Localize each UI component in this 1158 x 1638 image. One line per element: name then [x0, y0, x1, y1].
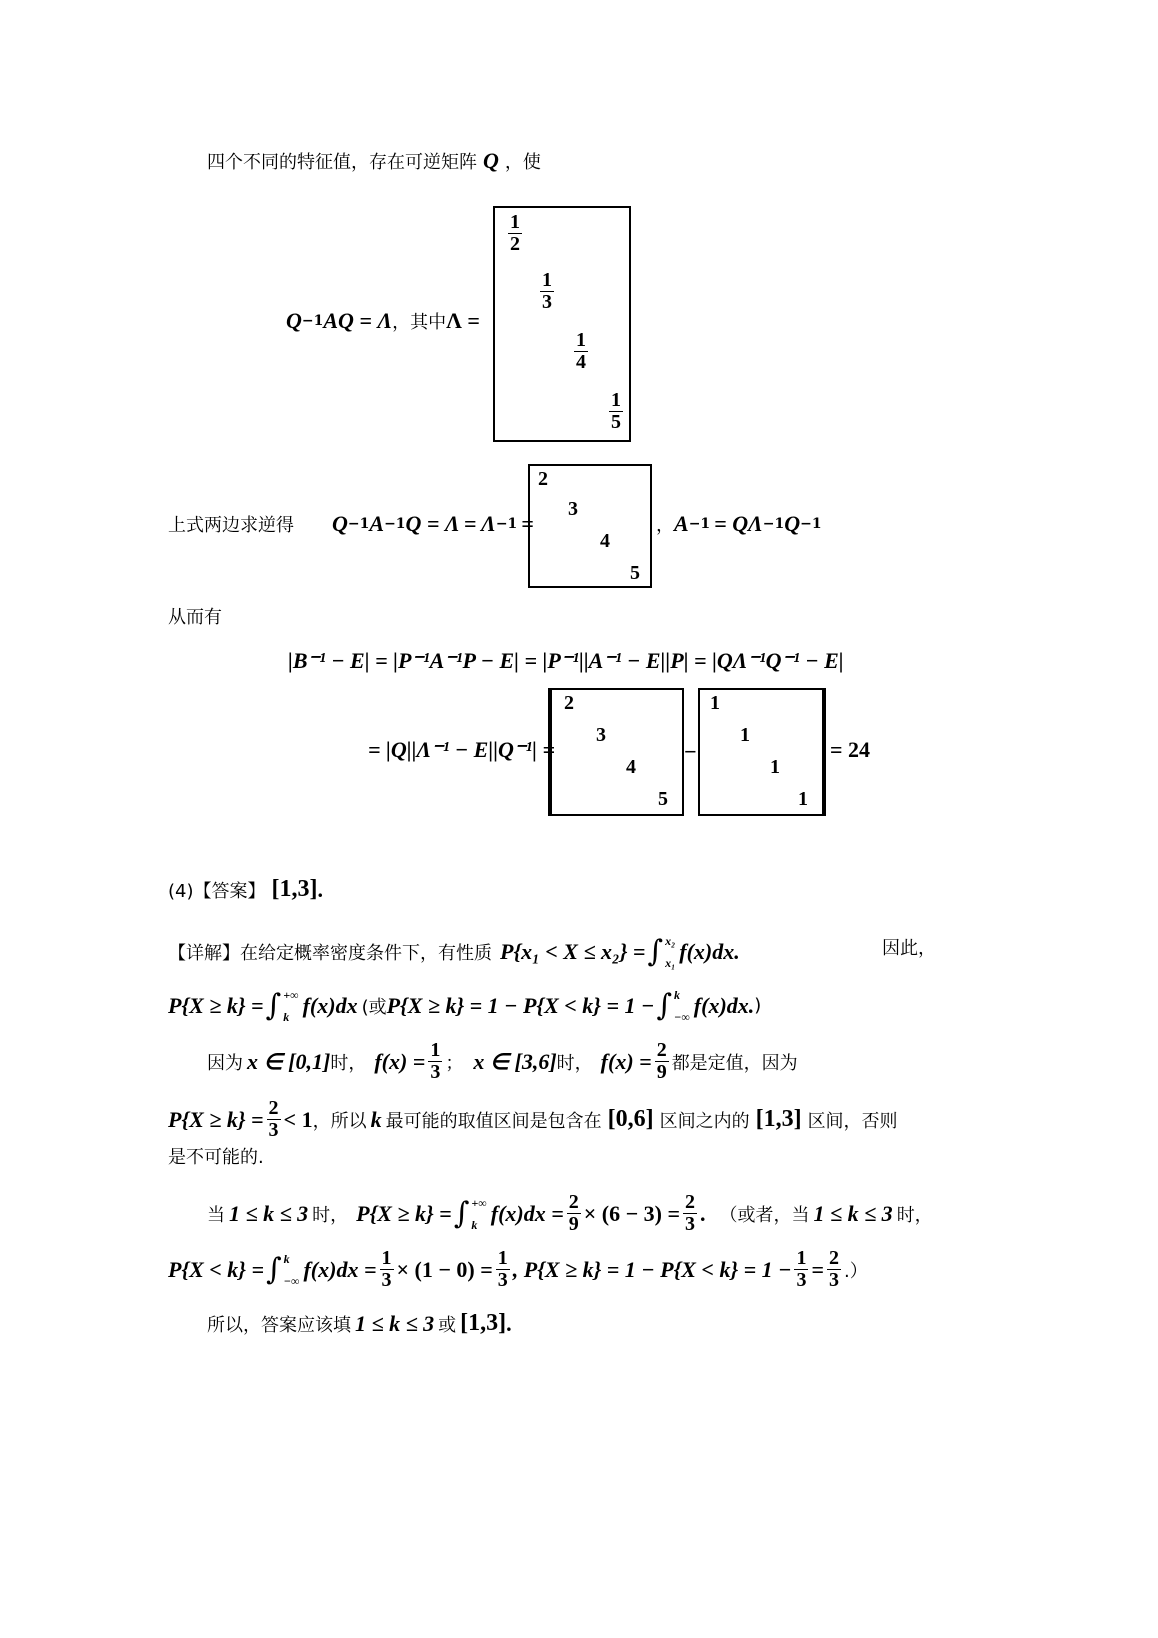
- integral-sign: ∫: [266, 1252, 282, 1287]
- l2b: f(x)dx: [302, 992, 358, 1018]
- l7c-num: 1: [381, 1247, 392, 1269]
- l2d: P{X ≥ k} = 1 − P{X < k} = 1 −: [386, 992, 655, 1018]
- l4j: 区间，否则: [807, 1110, 898, 1132]
- intro-text: 四个不同的特征值，存在可逆矩阵: [207, 152, 477, 173]
- detail-line-7: [168, 1248, 868, 1291]
- l3h: 时，: [556, 1052, 593, 1074]
- l3e-num: 1: [430, 1039, 441, 1061]
- detail-t2: 因此，: [882, 938, 936, 959]
- l6a: 当: [207, 1204, 225, 1226]
- l2e-lower: −∞: [673, 1009, 690, 1024]
- l7c-den: 3: [381, 1269, 392, 1291]
- eq2-r1: A: [674, 511, 689, 536]
- l3f: ；: [445, 1052, 464, 1074]
- det-line1: |B⁻¹ − E| = |P⁻¹A⁻¹P − E| = |P⁻¹||A⁻¹ − E||P| = |QΛ⁻¹Q⁻¹ − E|: [288, 648, 844, 673]
- lambda-44-num: 1: [611, 389, 621, 411]
- equation-inverse-tail: [656, 511, 822, 537]
- inverse-lambda-matrix: [528, 464, 652, 588]
- eq2-r2: = QΛ: [714, 511, 763, 536]
- f1-upper: x₂: [665, 933, 676, 948]
- l3k: 都是定值，因为: [671, 1052, 798, 1074]
- l2a: P{X ≥ k} =: [168, 992, 264, 1018]
- dm2-11: 1: [710, 692, 720, 714]
- l8a: 所以，答案应该填: [207, 1314, 351, 1336]
- l8b: 1 ≤ k ≤ 3: [355, 1310, 435, 1336]
- l2f: f(x)dx.: [693, 992, 755, 1018]
- l6-upper: +∞: [471, 1195, 487, 1210]
- lambda-11-den: 2: [510, 233, 520, 255]
- eq2-comma: ，: [656, 515, 674, 536]
- l7f: , P{X ≥ k} = 1 − P{X < k} = 1 −: [512, 1256, 792, 1282]
- detail-t1: 在给定概率密度条件下，有性质: [240, 942, 492, 964]
- l6b: 1 ≤ k ≤ 3: [229, 1200, 309, 1226]
- q4-answer-line: [168, 876, 323, 903]
- lambda-matrix: [493, 206, 631, 442]
- equation-inverse: [168, 511, 534, 537]
- eq2-rs3: −1: [800, 516, 822, 532]
- q4-answer: [1,3]: [271, 876, 318, 902]
- detail-line-4: [168, 1098, 898, 1141]
- detail-line-3: [207, 1040, 798, 1083]
- l3d: f(x) =: [374, 1048, 426, 1074]
- detail-line-1: [168, 934, 740, 969]
- inv-33: 4: [600, 530, 610, 552]
- l7a: P{X < k} =: [168, 1256, 265, 1282]
- f1-lower: x₁: [665, 955, 676, 970]
- l6k: 1 ≤ k ≤ 3: [813, 1200, 893, 1226]
- l6e: f(x)dx =: [490, 1200, 564, 1226]
- l4a: P{X ≥ k} =: [168, 1106, 264, 1132]
- eq1-sup: −1: [301, 313, 324, 329]
- lambda-11-num: 1: [510, 211, 520, 233]
- l7d: × (1 − 0) =: [396, 1256, 493, 1282]
- dm1-44: 5: [658, 788, 668, 810]
- eq2-eq: =: [521, 511, 534, 536]
- l3b: x ∈ [0,1]: [247, 1048, 331, 1074]
- l4h: 区间之内的: [659, 1110, 750, 1132]
- eq2-s2: −1: [384, 516, 406, 532]
- inv-22: 3: [568, 498, 578, 520]
- l2c: (或: [361, 996, 387, 1018]
- detail-f1b: f(x)dx.: [679, 938, 740, 964]
- l7e-num: 1: [497, 1247, 508, 1269]
- eq1-cn: ，其中: [392, 312, 447, 333]
- l2g: ): [754, 995, 762, 1016]
- l3g: x ∈ [3,6]: [473, 1048, 557, 1074]
- integral-sign: ∫: [453, 1196, 470, 1231]
- l3a: 因为: [207, 1052, 243, 1074]
- l6f-num: 2: [568, 1191, 579, 1213]
- l7i-den: 3: [829, 1269, 840, 1291]
- inv-44: 5: [630, 562, 640, 584]
- intro-tail: ，使: [504, 152, 541, 173]
- det-minus: [684, 739, 697, 765]
- integral-sign: ∫: [265, 988, 282, 1023]
- hence-text: 从而有: [168, 607, 222, 628]
- lambda-33-den: 4: [576, 351, 586, 373]
- l5: 是不可能的.: [168, 1147, 264, 1168]
- l8e: .: [506, 1310, 512, 1336]
- l7h: =: [811, 1256, 825, 1282]
- l3c: 时，: [330, 1052, 367, 1074]
- eq2-r3: Q: [784, 511, 801, 536]
- eq1-q: Q: [286, 308, 302, 333]
- detail-f1: P{x₁ < X ≤ x₂} =: [500, 938, 646, 964]
- l6d: P{X ≥ k} =: [356, 1200, 452, 1226]
- detail-line-8: [207, 1310, 512, 1337]
- q4-dot: .: [317, 876, 323, 902]
- l2-lower: k: [283, 1009, 290, 1024]
- eq2-s1: −1: [347, 516, 370, 532]
- l4d: ，所以: [312, 1110, 367, 1132]
- l4c: < 1: [283, 1106, 313, 1132]
- l4b-num: 2: [268, 1097, 279, 1119]
- l3j-num: 2: [656, 1039, 667, 1061]
- l6-lower: k: [471, 1217, 478, 1232]
- det-result: [830, 737, 870, 763]
- dm2-22: 1: [740, 724, 750, 746]
- lambda-44-den: 5: [611, 411, 621, 433]
- l6g: × (6 − 3) =: [583, 1200, 681, 1226]
- dm1-22: 3: [596, 724, 606, 746]
- eq2-mid: Q = Λ = Λ: [405, 511, 496, 536]
- det-matrix-e: [698, 688, 826, 816]
- eq2-q: Q: [332, 511, 348, 536]
- det-matrix-a: [548, 688, 684, 816]
- intro-line: [207, 148, 541, 174]
- integral-sign: ∫: [647, 934, 664, 969]
- l7g-num: 1: [796, 1247, 807, 1269]
- determinant-line-2: [368, 737, 555, 763]
- eq2-s3: −1: [495, 516, 518, 532]
- lambda-33-num: 1: [576, 329, 586, 351]
- eq2-rs2: −1: [762, 516, 785, 532]
- l3e-den: 3: [430, 1061, 441, 1083]
- eq1-rhs: Λ =: [446, 308, 480, 333]
- l4f: 最可能的取值区间是包含在: [385, 1110, 602, 1132]
- l7e-den: 3: [497, 1269, 508, 1291]
- l7-upper: k: [283, 1251, 290, 1266]
- eq2-rs1: −1: [688, 516, 711, 532]
- q4-label: (4)【答案】: [168, 880, 266, 902]
- det-line2-lhs: = |Q||Λ⁻¹ − E||Q⁻¹| =: [368, 737, 556, 762]
- l4i: [1,3]: [755, 1106, 802, 1132]
- l7-lower: −∞: [283, 1273, 300, 1288]
- l4e: k: [370, 1106, 382, 1132]
- detail-line-6: [207, 1192, 933, 1235]
- det-result-value: = 24: [830, 737, 871, 762]
- l7i-num: 2: [829, 1247, 840, 1269]
- dm2-44: 1: [798, 788, 808, 810]
- lambda-22-den: 3: [542, 291, 552, 313]
- inv-11: 2: [538, 468, 548, 490]
- det-minus-sign: −: [684, 739, 697, 764]
- detail-therefore: [882, 934, 936, 960]
- l7g-den: 3: [796, 1269, 807, 1291]
- l4b-den: 3: [268, 1119, 279, 1141]
- l6f-den: 9: [568, 1213, 579, 1235]
- l6h-num: 2: [685, 1191, 696, 1213]
- lambda-22-num: 1: [542, 269, 552, 291]
- dm1-11: 2: [564, 692, 574, 714]
- l7b: f(x)dx =: [303, 1256, 377, 1282]
- detail-line-2: [168, 988, 761, 1023]
- dm2-33: 1: [770, 756, 780, 778]
- l6j: （或者，当: [719, 1204, 810, 1226]
- matrix-q-symbol: Q: [483, 148, 499, 173]
- l6c: 时，: [312, 1204, 349, 1226]
- l3j-den: 9: [656, 1061, 667, 1083]
- l4g: [0,6]: [607, 1106, 654, 1132]
- determinant-line-1: [288, 648, 844, 674]
- hence-line: [168, 603, 222, 629]
- l6i: .: [700, 1200, 706, 1226]
- integral-sign: ∫: [656, 988, 672, 1023]
- equation-lambda-def: [286, 308, 480, 334]
- l6l: 时，: [896, 1204, 933, 1226]
- l6h-den: 3: [685, 1213, 696, 1235]
- l2-upper: +∞: [283, 987, 299, 1002]
- detail-label: 【详解】: [168, 942, 240, 964]
- l8d: [1,3]: [460, 1310, 507, 1336]
- eq2-lead: 上式两边求逆得: [168, 515, 294, 536]
- l7j: .）: [844, 1260, 868, 1282]
- dm1-33: 4: [626, 756, 636, 778]
- eq2-a: A: [369, 511, 385, 536]
- l8c: 或: [438, 1314, 457, 1336]
- eq1-mid: AQ = Λ: [323, 308, 393, 333]
- l3i: f(x) =: [600, 1048, 652, 1074]
- detail-line-5: [168, 1143, 264, 1169]
- l2e-upper: k: [673, 987, 680, 1002]
